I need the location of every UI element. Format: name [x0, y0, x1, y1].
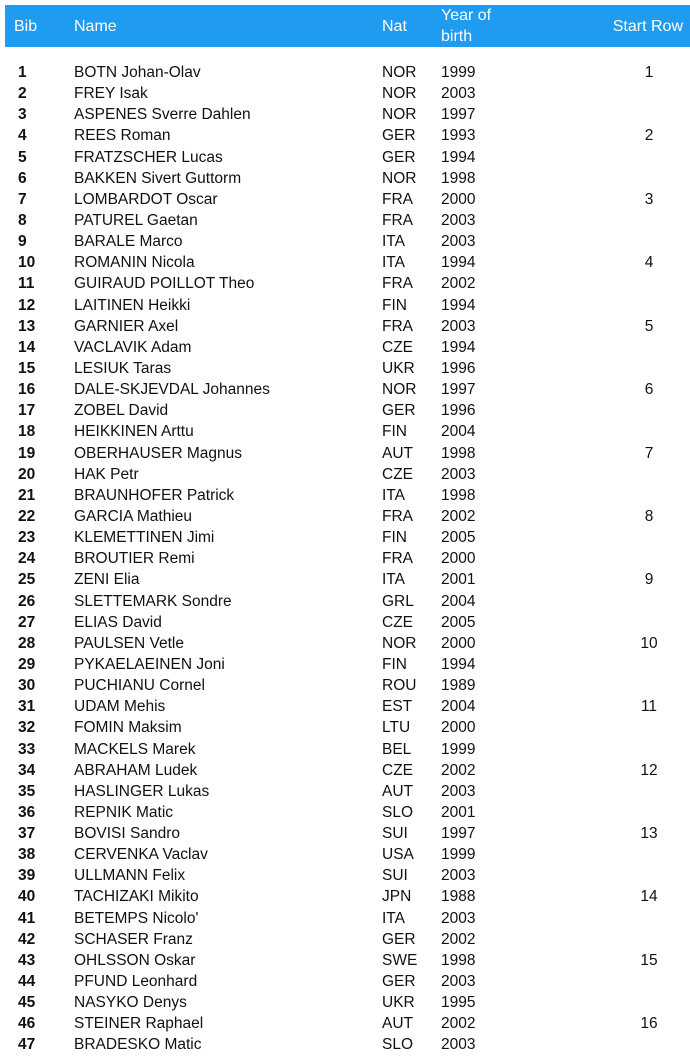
nat-cell: SUI	[382, 867, 408, 885]
year-cell: 2003	[441, 85, 476, 103]
name-cell: LOMBARDOT Oscar	[74, 190, 218, 208]
table-row	[0, 654, 690, 675]
table-row	[0, 83, 690, 104]
nat-cell: NOR	[382, 106, 417, 124]
start-row-cell: 12	[640, 761, 658, 779]
nat-cell: NOR	[382, 64, 417, 81]
nat-cell: GER	[382, 402, 416, 420]
nat-cell: SLO	[382, 1036, 414, 1054]
table-row	[0, 1034, 690, 1055]
start-row-cell: 1	[644, 64, 654, 81]
table-row	[0, 781, 690, 802]
name-cell: ASPENES Sverre Dahlen	[74, 106, 251, 124]
name-cell: BROUTIER Remi	[74, 550, 195, 568]
year-cell: 2000	[441, 719, 476, 737]
table-row	[0, 316, 690, 337]
name-cell: HASLINGER Lukas	[74, 782, 210, 800]
name-cell: GUIRAUD POILLOT Theo	[74, 275, 255, 293]
table-row	[0, 802, 690, 823]
nat-cell: JPN	[382, 888, 412, 906]
table-row	[0, 760, 690, 781]
name-cell: GARCIA Mathieu	[74, 507, 193, 525]
table-row	[0, 506, 690, 527]
name-cell: BETEMPS Nicolo'	[74, 909, 199, 927]
nat-cell: GER	[382, 930, 416, 948]
name-cell: ABRAHAM Ludek	[74, 761, 198, 779]
name-cell: LAITINEN Heikki	[74, 296, 191, 314]
table-row	[0, 633, 690, 654]
name-cell: VACLAVIK Adam	[74, 338, 192, 356]
name-cell: NASYKO Denys	[74, 994, 187, 1012]
start-row-cell: 15	[640, 951, 658, 969]
year-cell: 1995	[441, 994, 476, 1012]
start-row-cell: 13	[640, 825, 658, 843]
name-cell: TACHIZAKI Mikito	[74, 888, 199, 906]
bib-cell: 32	[18, 719, 36, 737]
table-row	[0, 717, 690, 738]
name-cell: FOMIN Maksim	[74, 719, 182, 737]
start-row-cell: 11	[640, 698, 658, 716]
name-cell: BARALE Marco	[74, 233, 183, 251]
table-row	[0, 1013, 690, 1034]
nat-cell: FRA	[382, 190, 413, 208]
table-row	[0, 421, 690, 442]
table-row	[0, 569, 690, 590]
bib-cell: 28	[18, 634, 36, 652]
start-row-cell: 9	[644, 571, 654, 589]
bib-cell: 47	[18, 1036, 36, 1054]
header-name: Name	[74, 17, 117, 35]
nat-cell: USA	[382, 846, 414, 864]
nat-cell: NOR	[382, 634, 417, 652]
nat-cell: FRA	[382, 275, 413, 293]
bib-cell: 18	[18, 423, 36, 441]
name-cell: ROMANIN Nicola	[74, 254, 195, 272]
name-cell: HAK Petr	[74, 465, 139, 483]
name-cell: BRAUNHOFER Patrick	[74, 486, 235, 504]
bib-cell: 42	[18, 930, 36, 948]
year-cell: 1996	[441, 359, 476, 377]
year-cell: 2004	[441, 698, 476, 716]
year-cell: 2000	[441, 634, 476, 652]
bib-cell: 11	[18, 275, 35, 293]
name-cell: BRADESKO Matic	[74, 1036, 202, 1054]
table-row	[0, 612, 690, 633]
bib-cell: 39	[18, 867, 36, 885]
nat-cell: AUT	[382, 782, 413, 800]
nat-cell: SUI	[382, 825, 408, 843]
name-cell: BAKKEN Sivert Guttorm	[74, 169, 242, 187]
bib-cell: 5	[18, 148, 27, 166]
table-row	[0, 675, 690, 696]
bib-cell: 20	[18, 465, 36, 483]
table-row	[0, 210, 690, 231]
bib-cell: 10	[18, 254, 36, 272]
bib-cell: 29	[18, 655, 36, 673]
table-row	[0, 591, 690, 612]
name-cell: DALE-SKJEVDAL Johannes	[74, 381, 270, 399]
name-cell: LESIUK Taras	[74, 359, 172, 377]
nat-cell: GRL	[382, 592, 414, 610]
name-cell: MACKELS Marek	[74, 740, 196, 758]
header-start-row: Start Row	[612, 17, 683, 35]
table-row	[0, 443, 690, 464]
nat-cell: FRA	[382, 550, 413, 568]
bib-cell: 21	[18, 486, 36, 504]
name-cell: OBERHAUSER Magnus	[74, 444, 242, 462]
nat-cell: GER	[382, 973, 416, 991]
name-cell: OHLSSON Oskar	[74, 951, 196, 969]
header-year-of-birth: Year of birth	[441, 7, 492, 45]
year-cell: 2003	[441, 782, 476, 800]
nat-cell: CZE	[382, 338, 413, 356]
nat-cell: NOR	[382, 381, 417, 399]
name-cell: BOTN Johan-Olav	[74, 64, 201, 81]
bib-cell: 30	[18, 677, 36, 695]
nat-cell: AUT	[382, 1015, 413, 1033]
nat-cell: CZE	[382, 761, 413, 779]
table-row	[0, 273, 690, 294]
table-row	[0, 337, 690, 358]
year-cell: 2003	[441, 1036, 476, 1054]
name-cell: KLEMETTINEN Jimi	[74, 529, 215, 547]
start-row-cell: 4	[644, 254, 654, 272]
bib-cell: 44	[18, 973, 36, 991]
year-cell: 2005	[441, 529, 476, 547]
start-row-cell: 7	[644, 444, 654, 462]
nat-cell: GER	[382, 127, 416, 145]
name-cell: ELIAS David	[74, 613, 162, 631]
table-row	[0, 908, 690, 929]
year-cell: 1989	[441, 677, 476, 695]
year-cell: 1998	[441, 169, 476, 187]
year-cell: 2003	[441, 233, 476, 251]
year-cell: 1994	[441, 148, 476, 166]
bib-cell: 38	[18, 846, 36, 864]
year-cell: 2000	[441, 190, 476, 208]
table-row	[0, 125, 690, 146]
nat-cell: CZE	[382, 465, 413, 483]
year-cell: 1994	[441, 338, 476, 356]
table-row	[0, 62, 690, 83]
year-cell: 1998	[441, 951, 476, 969]
nat-cell: CZE	[382, 613, 413, 631]
table-row	[0, 147, 690, 168]
table-row	[0, 971, 690, 992]
name-cell: PFUND Leonhard	[74, 973, 198, 991]
year-cell: 2001	[441, 803, 476, 821]
table-row	[0, 992, 690, 1013]
year-cell: 1998	[441, 444, 476, 462]
table-body	[0, 62, 690, 1056]
nat-cell: ITA	[382, 233, 405, 251]
nat-cell: FRA	[382, 211, 413, 229]
year-cell: 2005	[441, 613, 476, 631]
year-cell: 2002	[441, 507, 476, 525]
name-cell: FREY Isak	[74, 85, 148, 103]
bib-cell: 8	[18, 211, 27, 229]
bib-cell: 25	[18, 571, 36, 589]
name-cell: BOVISI Sandro	[74, 825, 180, 843]
bib-cell: 40	[18, 888, 36, 906]
name-cell: SLETTEMARK Sondre	[74, 592, 232, 610]
year-cell: 2003	[441, 317, 476, 335]
table-row	[0, 929, 690, 950]
year-cell: 1997	[441, 825, 476, 843]
year-cell: 2001	[441, 571, 476, 589]
bib-cell: 34	[18, 761, 36, 779]
year-cell: 1994	[441, 254, 476, 272]
table-row	[0, 231, 690, 252]
header-nat: Nat	[382, 17, 407, 35]
year-cell: 2003	[441, 909, 476, 927]
name-cell: PATUREL Gaetan	[74, 211, 198, 229]
table-row	[0, 358, 690, 379]
nat-cell: GER	[382, 148, 416, 166]
year-cell: 2003	[441, 211, 476, 229]
bib-cell: 37	[18, 825, 36, 843]
bib-cell: 41	[18, 909, 36, 927]
nat-cell: UKR	[382, 359, 415, 377]
bib-cell: 6	[18, 169, 27, 187]
year-cell: 1997	[441, 106, 476, 124]
start-row-cell: 2	[644, 127, 654, 145]
nat-cell: NOR	[382, 85, 417, 103]
bib-cell: 19	[18, 444, 36, 462]
nat-cell: FRA	[382, 317, 413, 335]
bib-cell: 33	[18, 740, 36, 758]
year-cell: 1998	[441, 486, 476, 504]
bib-cell: 15	[18, 359, 36, 377]
year-cell: 2003	[441, 465, 476, 483]
table-row	[0, 844, 690, 865]
table-row	[0, 189, 690, 210]
bib-cell: 36	[18, 803, 36, 821]
name-cell: GARNIER Axel	[74, 317, 179, 335]
table-row	[0, 464, 690, 485]
year-cell: 2003	[441, 867, 476, 885]
bib-cell: 1	[18, 64, 27, 81]
bib-cell: 13	[18, 317, 36, 335]
name-cell: CERVENKA Vaclav	[74, 846, 208, 864]
nat-cell: FIN	[382, 296, 407, 314]
year-cell: 2002	[441, 930, 476, 948]
name-cell: SCHASER Franz	[74, 930, 193, 948]
nat-cell: BEL	[382, 740, 412, 758]
nat-cell: ITA	[382, 254, 405, 272]
nat-cell: ITA	[382, 571, 405, 589]
bib-cell: 14	[18, 338, 36, 356]
bib-cell: 12	[18, 296, 36, 314]
year-cell: 2003	[441, 973, 476, 991]
bib-cell: 24	[18, 550, 36, 568]
name-cell: PAULSEN Vetle	[74, 634, 184, 652]
table-row	[0, 527, 690, 548]
nat-cell: EST	[382, 698, 413, 716]
name-cell: UDAM Mehis	[74, 698, 166, 716]
year-cell: 1994	[441, 296, 476, 314]
name-cell: HEIKKINEN Arttu	[74, 423, 194, 441]
bib-cell: 46	[18, 1015, 36, 1033]
year-cell: 1993	[441, 127, 476, 145]
bib-cell: 23	[18, 529, 36, 547]
year-cell: 2002	[441, 761, 476, 779]
table-row	[0, 696, 690, 717]
name-cell: FRATZSCHER Lucas	[74, 148, 223, 166]
nat-cell: FIN	[382, 423, 407, 441]
year-cell: 2002	[441, 275, 476, 293]
bib-cell: 9	[18, 233, 27, 251]
year-cell: 1999	[441, 64, 476, 81]
year-cell: 1994	[441, 655, 476, 673]
year-cell: 1997	[441, 381, 476, 399]
nat-cell: ROU	[382, 677, 417, 695]
bib-cell: 45	[18, 994, 36, 1012]
bib-cell: 2	[18, 85, 27, 103]
year-cell: 2004	[441, 423, 476, 441]
nat-cell: LTU	[382, 719, 411, 737]
nat-cell: ITA	[382, 486, 405, 504]
year-cell: 1996	[441, 402, 476, 420]
name-cell: PUCHIANU Cornel	[74, 677, 205, 695]
name-cell: PYKAELAEINEN Joni	[74, 655, 225, 673]
year-cell: 1999	[441, 846, 476, 864]
year-cell: 2002	[441, 1015, 476, 1033]
nat-cell: SWE	[382, 951, 418, 969]
name-cell: ZOBEL David	[74, 402, 169, 420]
bib-cell: 35	[18, 782, 36, 800]
table-row	[0, 400, 690, 421]
year-cell: 2000	[441, 550, 476, 568]
bib-cell: 43	[18, 951, 36, 969]
name-cell: ULLMANN Felix	[74, 867, 186, 885]
start-row-cell: 6	[644, 381, 654, 399]
bib-cell: 7	[18, 190, 27, 208]
nat-cell: UKR	[382, 994, 415, 1012]
bib-cell: 17	[18, 402, 36, 420]
year-cell: 1999	[441, 740, 476, 758]
bib-cell: 26	[18, 592, 36, 610]
bib-cell: 22	[18, 507, 36, 525]
start-row-cell: 10	[640, 634, 658, 652]
table-row	[0, 295, 690, 316]
header-bib: Bib	[14, 17, 38, 35]
start-row-cell: 3	[644, 190, 654, 208]
bib-cell: 3	[18, 106, 27, 124]
table-row	[0, 548, 690, 569]
start-row-cell: 5	[644, 317, 654, 335]
name-cell: REES Roman	[74, 127, 171, 145]
bib-cell: 4	[18, 127, 27, 145]
table-row	[0, 739, 690, 760]
table-row	[0, 865, 690, 886]
start-row-cell: 14	[640, 888, 658, 906]
year-cell: 2004	[441, 592, 476, 610]
year-cell: 1988	[441, 888, 476, 906]
name-cell: STEINER Raphael	[74, 1015, 204, 1033]
table-header	[5, 5, 690, 47]
start-row-cell: 8	[644, 507, 654, 525]
nat-cell: FRA	[382, 507, 413, 525]
nat-cell: NOR	[382, 169, 417, 187]
table-row	[0, 252, 690, 273]
name-cell: ZENI Elia	[74, 571, 140, 589]
start-row-cell: 16	[640, 1015, 658, 1033]
bib-cell: 16	[18, 381, 36, 399]
table-row	[0, 104, 690, 125]
nat-cell: FIN	[382, 529, 407, 547]
table-row	[0, 168, 690, 189]
nat-cell: FIN	[382, 655, 407, 673]
bib-cell: 27	[18, 613, 36, 631]
name-cell: REPNIK Matic	[74, 803, 174, 821]
bib-cell: 31	[18, 698, 36, 716]
table-row	[0, 886, 690, 907]
table-row	[0, 950, 690, 971]
table-row	[0, 823, 690, 844]
table-row	[0, 485, 690, 506]
nat-cell: AUT	[382, 444, 413, 462]
table-row	[0, 379, 690, 400]
nat-cell: ITA	[382, 909, 405, 927]
nat-cell: SLO	[382, 803, 414, 821]
